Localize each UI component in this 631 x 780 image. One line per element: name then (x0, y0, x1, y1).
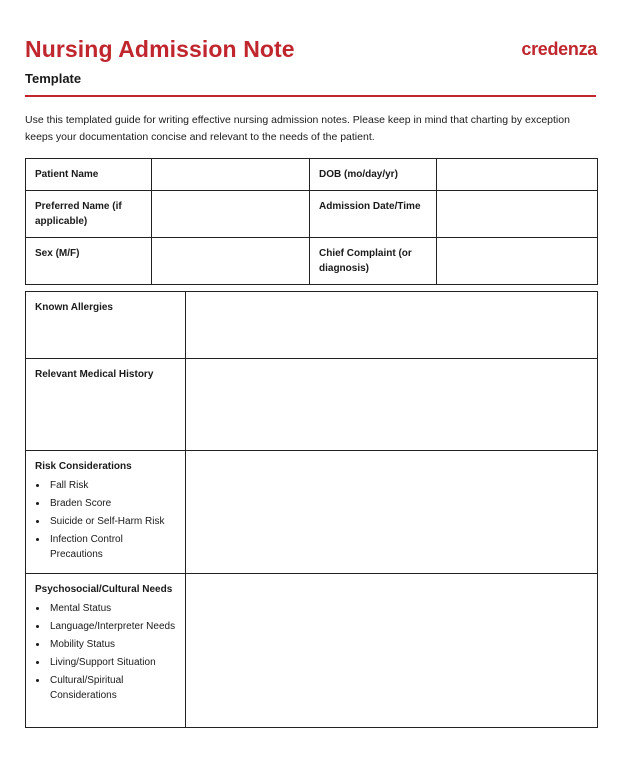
admission-datetime-field[interactable] (437, 191, 598, 238)
risk-considerations-field[interactable] (186, 451, 598, 574)
patient-name-field[interactable] (152, 159, 310, 191)
list-item: • Language/Interpreter Needs (48, 619, 176, 634)
psychosocial-needs-list (35, 601, 176, 703)
psychosocial-needs-field[interactable] (186, 574, 598, 728)
header-divider (25, 95, 596, 97)
patient-row (26, 159, 598, 191)
assessment-table (25, 291, 598, 728)
list-item: • Mental Status (48, 601, 176, 616)
preferred-name-field[interactable] (152, 191, 310, 238)
document-title: Nursing Admission Note (25, 36, 295, 62)
chief-complaint-label: Chief Complaint (or diagnosis) (310, 238, 437, 285)
allergies-field[interactable] (186, 292, 598, 359)
allergies-cell (26, 292, 186, 359)
dob-label: DOB (mo/day/yr) (310, 159, 437, 191)
patient-row (26, 238, 598, 285)
risk-considerations-label: Risk Considerations (35, 461, 132, 472)
list-item: • Infection Control Precautions (48, 532, 176, 562)
list-item: • Mobility Status (48, 637, 176, 652)
medical-history-field[interactable] (186, 359, 598, 451)
risk-considerations-list (35, 478, 176, 562)
patient-row (26, 191, 598, 238)
assessment-row (26, 292, 598, 359)
list-item: • Living/Support Situation (48, 655, 176, 670)
allergies-label: Known Allergies (35, 302, 113, 313)
list-item: • Cultural/Spiritual Considerations (48, 673, 176, 703)
dob-field[interactable] (437, 159, 598, 191)
assessment-row (26, 359, 598, 451)
document-subtitle: Template (25, 71, 82, 86)
list-item: • Braden Score (48, 496, 176, 511)
psychosocial-needs-label: Psychosocial/Cultural Needs (35, 584, 173, 595)
list-item: • Fall Risk (48, 478, 176, 493)
credenza-logo: credenza (521, 39, 597, 59)
medical-history-cell (26, 359, 186, 451)
sex-field[interactable] (152, 238, 310, 285)
patient-name-label: Patient Name (26, 159, 152, 191)
medical-history-label: Relevant Medical History (35, 369, 154, 380)
list-item: • Suicide or Self-Harm Risk (48, 514, 176, 529)
chief-complaint-field[interactable] (437, 238, 598, 285)
sex-label: Sex (M/F) (26, 238, 152, 285)
patient-info-table (25, 158, 598, 285)
assessment-row (26, 451, 598, 574)
assessment-row (26, 574, 598, 728)
preferred-name-label: Preferred Name (if applicable) (26, 191, 152, 238)
psychosocial-needs-cell (26, 574, 186, 728)
intro-text: Use this templated guide for writing effective nursing admission notes. Please keep in mind that charting by exception keeps your documentation concise and relevant to the needs of the patient. (25, 114, 570, 143)
admission-datetime-label: Admission Date/Time (310, 191, 437, 238)
risk-considerations-cell (26, 451, 186, 574)
